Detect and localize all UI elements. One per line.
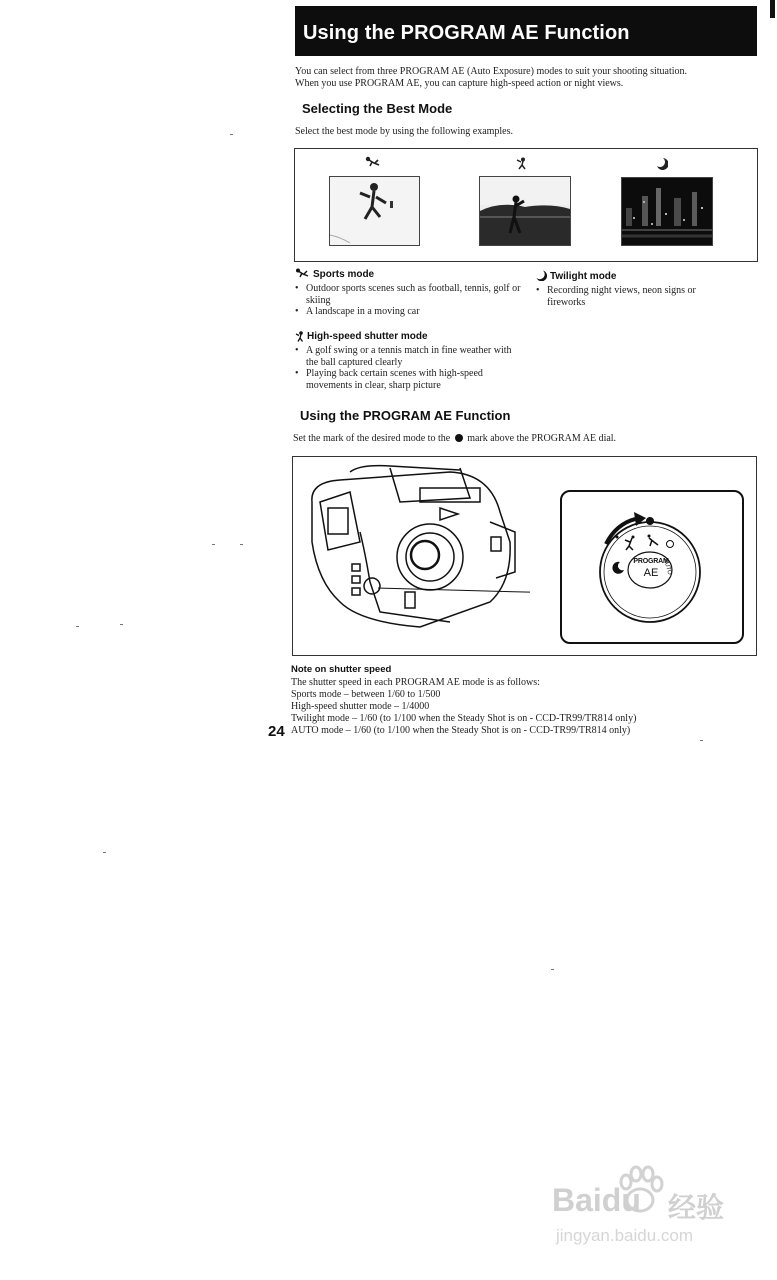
sports-example-photo [329, 176, 420, 246]
dial-auto-label: AUTO [662, 558, 673, 576]
sports-mode-icon-small [295, 268, 310, 278]
twilight-mode-title: Twilight mode [550, 271, 617, 282]
dot-mark-icon [455, 434, 463, 442]
note-line-4: Twilight mode – 1/60 (to 1/100 when the Steady Shot is on - CCD-TR99/TR814 only) [291, 713, 637, 724]
section-lead-selecting: Select the best mode by using the following examples. [295, 126, 514, 137]
scan-speck [700, 740, 703, 741]
note-line-5: AUTO mode – 1/60 (to 1/100 when the Steady Shot is on - CCD-TR99/TR814 only) [291, 725, 631, 736]
dial-ae-label: AE [643, 567, 659, 579]
high-speed-shutter-icon-small [295, 331, 305, 342]
scan-speck [103, 852, 106, 853]
watermark-chinese: 经验 [668, 1192, 725, 1223]
high-speed-mode-title: High-speed shutter mode [307, 331, 428, 342]
list-item: • Playing back certain scenes with high-speed movements in clear, sharp picture [295, 368, 520, 391]
twilight-mode-list [536, 285, 736, 308]
list-item: • Recording night views, neon signs or fireworks [536, 285, 736, 308]
lead-text-after: mark above the PROGRAM AE dial. [467, 433, 617, 444]
watermark-brand: Baidu [552, 1182, 641, 1218]
high-speed-mode-list [295, 345, 520, 391]
scan-speck [240, 544, 243, 545]
scan-speck [212, 544, 215, 545]
scan-speck [76, 626, 79, 627]
page-edge-mark [770, 0, 775, 18]
twilight-mode-icon [656, 157, 668, 170]
sports-mode-list [295, 283, 525, 318]
twilight-example-photo [621, 177, 713, 246]
list-item: • A landscape in a moving car [295, 306, 525, 318]
note-line-3: High-speed shutter mode – 1/4000 [291, 701, 430, 712]
page-title: Using the PROGRAM AE Function [303, 22, 630, 44]
high-speed-example-photo [479, 176, 571, 246]
section-lead-using [293, 433, 616, 445]
note-line-2: Sports mode – between 1/60 to 1/500 [291, 689, 441, 700]
list-item: • A golf swing or a tennis match in fine weather with the ball captured clearly [295, 345, 520, 368]
list-item: • Outdoor sports scenes such as football, tennis, golf or skiing [295, 283, 525, 306]
lead-text-before: Set the mark of the desired mode to the [293, 433, 451, 444]
high-speed-shutter-icon [516, 157, 528, 170]
section-heading-using: Using the PROGRAM AE Function [300, 408, 511, 423]
scan-speck [551, 969, 554, 970]
twilight-mode-icon-small [536, 270, 547, 281]
note-line-1: The shutter speed in each PROGRAM AE mode is as follows: [291, 677, 540, 688]
intro-line-1: You can select from three PROGRAM AE (Auto Exposure) modes to suit your shooting situation. [295, 66, 688, 77]
dial-program-label: PROGRAM [633, 558, 669, 565]
page-number: 24 [268, 723, 285, 740]
sports-mode-icon [364, 156, 382, 168]
sports-mode-title: Sports mode [313, 269, 375, 280]
scan-speck [230, 134, 233, 135]
note-heading: Note on shutter speed [291, 664, 392, 675]
section-heading-selecting: Selecting the Best Mode [302, 101, 453, 116]
scan-speck [120, 624, 123, 625]
watermark-url: jingyan.baidu.com [556, 1226, 694, 1245]
camcorder-illustration [300, 462, 530, 632]
intro-line-2: When you use PROGRAM AE, you can capture high-speed action or night views. [295, 78, 624, 89]
